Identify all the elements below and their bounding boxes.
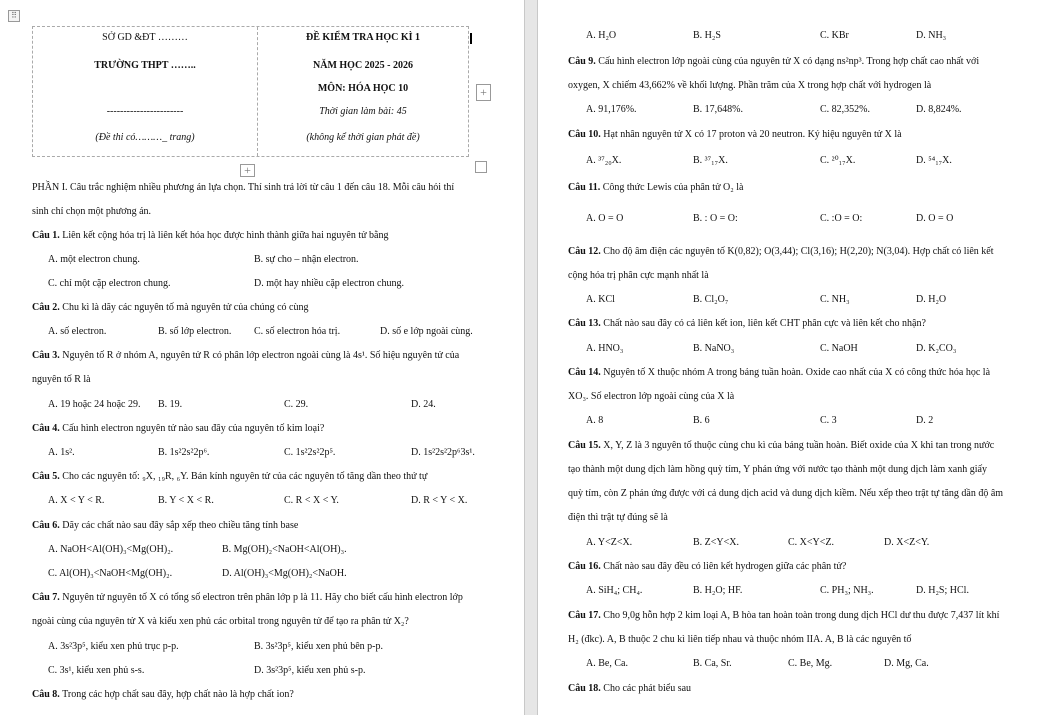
option-c[interactable]: C. ²⁰₁₇X.	[820, 155, 856, 166]
option-d[interactable]: D. 24.	[411, 399, 436, 410]
option-a[interactable]: A. 1s².	[48, 447, 75, 458]
option-b[interactable]: B. 19.	[158, 399, 183, 410]
question-stem-cont: nguyên tố R là	[32, 374, 91, 385]
question-stem-cont: H₂ (đkc). A, B thuộc 2 chu kì liên tiếp nhau và thuộc nhóm IIA. A, B là các nguyên tố	[568, 634, 912, 645]
add-column-icon[interactable]: +	[476, 84, 491, 101]
question-stem: Câu 15. X, Y, Z là 3 nguyên tố thuộc cùng chu kì của bảng tuần hoàn. Biết oxide của X khi tan trong nước	[568, 440, 995, 451]
exam-header-table	[32, 26, 469, 157]
option-a[interactable]: A. H₂O	[586, 30, 617, 41]
option-c[interactable]: C. 3s¹, kiểu xen phủ s-s.	[48, 665, 145, 676]
question-stem: Câu 18. Cho các phát biểu sau	[568, 683, 692, 694]
option-c[interactable]: C. R < X < Y.	[284, 495, 339, 506]
option-a[interactable]: A. Y<Z<X.	[586, 537, 633, 548]
question-stem-cont: cộng hóa trị phân cực mạnh nhất là	[568, 270, 709, 281]
option-a[interactable]: A. SiH₄; CH₄.	[586, 585, 643, 596]
question-stem: Câu 6. Dãy các chất nào sau đây sắp xếp theo chiều tăng tính base	[32, 520, 299, 531]
option-a[interactable]: A. số electron.	[48, 326, 107, 337]
option-c[interactable]: C. Be, Mg.	[788, 658, 833, 669]
question-stem: Câu 1. Liên kết cộng hóa trị là liên kết hóa học được hình thành giữa hai nguyên tử bằng	[32, 230, 389, 241]
option-c[interactable]: C. chỉ một cặp electron chung.	[48, 278, 171, 289]
option-c[interactable]: C. X<Y<Z.	[788, 537, 835, 548]
option-a[interactable]: A. X < Y < R.	[48, 495, 105, 506]
option-b[interactable]: B. số lớp electron.	[158, 326, 232, 337]
option-c[interactable]: C. 3	[820, 415, 837, 426]
option-b[interactable]: B. : O = O:	[693, 213, 738, 224]
option-a[interactable]: A. ³⁷₂₀X.	[586, 155, 622, 166]
option-c[interactable]: C. :O = O:	[820, 213, 863, 224]
page-count-note: (Đề thi có………_ trang)	[95, 132, 195, 143]
option-c[interactable]: C. Al(OH)₃<NaOH<Mg(OH)₂.	[48, 568, 173, 579]
option-d[interactable]: D. O = O	[916, 213, 954, 224]
option-d[interactable]: D. 2	[916, 415, 934, 426]
option-b[interactable]: B. Z<Y<X.	[693, 537, 740, 548]
option-a[interactable]: A. 8	[586, 415, 604, 426]
option-b[interactable]: B. Cl₂O₇	[693, 294, 729, 305]
option-b[interactable]: B. NaNO₃	[693, 343, 735, 354]
option-c[interactable]: C. 1s²2s²2p⁵.	[284, 447, 336, 458]
option-d[interactable]: D. X<Z<Y.	[884, 537, 930, 548]
question-stem: Câu 13. Chất nào sau đây có cả liên kết ion, liên kết CHT phân cực và liên kết cho nhận?	[568, 318, 926, 329]
text-cursor	[470, 33, 472, 44]
option-d[interactable]: D. Mg, Ca.	[884, 658, 929, 669]
question-stem: Câu 5. Cho các nguyên tố: ₉X, ₁₉R, ₆Y. Bán kính nguyên tử của các nguyên tố tăng dần theo thứ tự	[32, 471, 428, 482]
option-c[interactable]: C. NaOH	[820, 343, 858, 354]
option-a[interactable]: A. một electron chung.	[48, 254, 140, 265]
question-stem: Câu 7. Nguyên tử nguyên tố X có tổng số electron trên phân lớp p là 11. Hãy cho biết cấu hình electron lớp	[32, 592, 463, 603]
question-stem: Câu 17. Cho 9,0g hỗn hợp 2 kim loại A, B hòa tan hoàn toàn trong dung dịch HCl dư thu được 7,437 lít khí	[568, 610, 1000, 621]
option-d[interactable]: D. ⁵⁴₁₇X.	[916, 155, 952, 166]
exam-title: ĐỀ KIỂM TRA HỌC KÌ 1	[306, 32, 420, 43]
option-d[interactable]: D. 1s²2s²2p⁶3s¹.	[411, 447, 475, 458]
department-label: SỞ GD &ĐT ………	[102, 32, 188, 43]
add-row-icon[interactable]: +	[240, 164, 255, 177]
option-b[interactable]: B. Ca, Sr.	[693, 658, 732, 669]
question-stem-cont: tạo thành một dung dịch làm hồng quỳ tím, Y phản ứng với nước tạo thành một dung dịch làm xanh giấy	[568, 464, 987, 475]
option-b[interactable]: B. ³⁷₁₇X.	[693, 155, 728, 166]
option-d[interactable]: D. H₂O	[916, 294, 947, 305]
option-a[interactable]: A. 91,176%.	[586, 104, 637, 115]
question-stem-cont: ngoài cùng của nguyên tử X và kiểu xen phủ các orbital trong nguyên tử để tạo ra phân tử X₂?	[32, 616, 409, 627]
document-page-left	[0, 0, 525, 715]
dashes-line: -----------------------	[106, 106, 184, 117]
option-d[interactable]: D. Al(OH)₃<Mg(OH)₂<NaOH.	[222, 568, 347, 579]
option-b[interactable]: B. H₂O; HF.	[693, 585, 743, 596]
question-stem: Câu 14. Nguyên tố X thuộc nhóm A trong bảng tuần hoàn. Oxide cao nhất của X có công thức hóa học là	[568, 367, 991, 378]
option-a[interactable]: A. KCl	[586, 294, 615, 305]
duration-label: Thời gian làm bài: 45	[319, 106, 407, 117]
question-stem: Câu 9. Cấu hình electron lớp ngoài cùng của nguyên tử X có dạng ns²np³. Trong hợp chất cao nhất với	[568, 56, 980, 67]
option-d[interactable]: D. một hay nhiều cặp electron chung.	[254, 278, 404, 289]
option-b[interactable]: B. 6	[693, 415, 710, 426]
option-d[interactable]: D. R < Y < X.	[411, 495, 468, 506]
option-a[interactable]: A. O = O	[586, 213, 624, 224]
option-a[interactable]: A. Be, Ca.	[586, 658, 628, 669]
option-d[interactable]: D. 3s²3p⁵, kiểu xen phủ s-p.	[254, 665, 366, 676]
option-b[interactable]: B. 3s²3p⁵, kiểu xen phủ bên p-p.	[254, 641, 383, 652]
part1-instructions: PHẦN I. Câu trắc nghiệm nhiều phương án lựa chọn. Thí sinh trả lời từ câu 1 đến câu 18. Mỗi câu hỏi thí	[32, 182, 455, 193]
option-c[interactable]: C. PH₃; NH₃.	[820, 585, 874, 596]
option-d[interactable]: D. 8,824%.	[916, 104, 962, 115]
document-page-right	[537, 0, 1053, 715]
option-c[interactable]: C. KBr	[820, 30, 849, 41]
school-year: NĂM HỌC 2025 - 2026	[313, 60, 413, 71]
question-stem-cont: điện thì trật tự đúng sẽ là	[568, 512, 668, 523]
option-b[interactable]: B. Mg(OH)₂<NaOH<Al(OH)₃.	[222, 544, 347, 555]
question-stem: Câu 10. Hạt nhân nguyên tử X có 17 proton và 20 neutron. Ký hiệu nguyên tử X là	[568, 129, 902, 140]
option-c[interactable]: C. 29.	[284, 399, 309, 410]
table-move-handle-icon[interactable]: ⠿	[8, 10, 20, 22]
option-c[interactable]: C. NH₃	[820, 294, 850, 305]
option-d[interactable]: D. K₂CO₃	[916, 343, 957, 354]
option-d[interactable]: D. H₂S; HCl.	[916, 585, 969, 596]
question-stem: Câu 8. Trong các hợp chất sau đây, hợp chất nào là hợp chất ion?	[32, 689, 294, 700]
option-a[interactable]: A. 19 hoặc 24 hoặc 29.	[48, 399, 141, 410]
question-stem-cont: XO₃. Số electron lớp ngoài cùng của X là	[568, 391, 735, 402]
option-b[interactable]: B. sự cho – nhận electron.	[254, 254, 359, 265]
question-stem: Câu 12. Cho độ âm điện các nguyên tố K(0,82); O(3,44); Cl(3,16); H(2,20); N(3,04). Hợp chất có liên kết	[568, 246, 994, 257]
option-a[interactable]: A. 3s²3p⁵, kiểu xen phủ trục p-p.	[48, 641, 179, 652]
question-stem: Câu 4. Cấu hình electron nguyên tử nào sau đây của nguyên tố kim loại?	[32, 423, 325, 434]
option-d[interactable]: D. NH₃	[916, 30, 947, 41]
question-stem: Câu 11. Công thức Lewis của phân tử O₂ là	[568, 182, 744, 193]
option-b[interactable]: B. 1s²2s²2p⁶.	[158, 447, 210, 458]
option-b[interactable]: B. Y < X < R.	[158, 495, 214, 506]
duration-note: (không kể thời gian phát đề)	[306, 132, 420, 143]
question-stem: Câu 3. Nguyên tố R ở nhóm A, nguyên tử R có phân lớp electron ngoài cùng là 4s¹. Số hiệu nguyên tử của	[32, 350, 460, 361]
table-resize-handle-icon[interactable]	[475, 161, 487, 173]
school-label: TRƯỜNG THPT ……..	[94, 60, 196, 71]
option-a[interactable]: A. NaOH<Al(OH)₃<Mg(OH)₂.	[48, 544, 174, 555]
part1-instructions-cont: sinh chỉ chọn một phương án.	[32, 206, 152, 217]
question-stem: Câu 16. Chất nào sau đây đều có liên kết hydrogen giữa các phân tử?	[568, 561, 847, 572]
option-c[interactable]: C. số electron hóa trị.	[254, 326, 341, 337]
option-b[interactable]: B. 17,648%.	[693, 104, 743, 115]
option-d[interactable]: D. số e lớp ngoài cùng.	[380, 326, 473, 337]
option-a[interactable]: A. HNO₃	[586, 343, 624, 354]
option-b[interactable]: B. H₂S	[693, 30, 721, 41]
option-c[interactable]: C. 82,352%.	[820, 104, 870, 115]
question-stem-cont: quỳ tím, còn Z phản ứng được với cả dung dịch acid và dung dịch kiềm. Nếu xếp theo trật tự tăng dần độ âm	[568, 488, 1004, 499]
question-stem: Câu 2. Chu kì là dãy các nguyên tố mà nguyên tử của chúng có cùng	[32, 302, 309, 313]
question-stem-cont: oxygen, X chiếm 43,662% về khối lượng. Phần trăm của X trong hợp chất với hydrogen là	[568, 80, 932, 91]
subject-label: MÔN: HÓA HỌC 10	[317, 83, 409, 94]
